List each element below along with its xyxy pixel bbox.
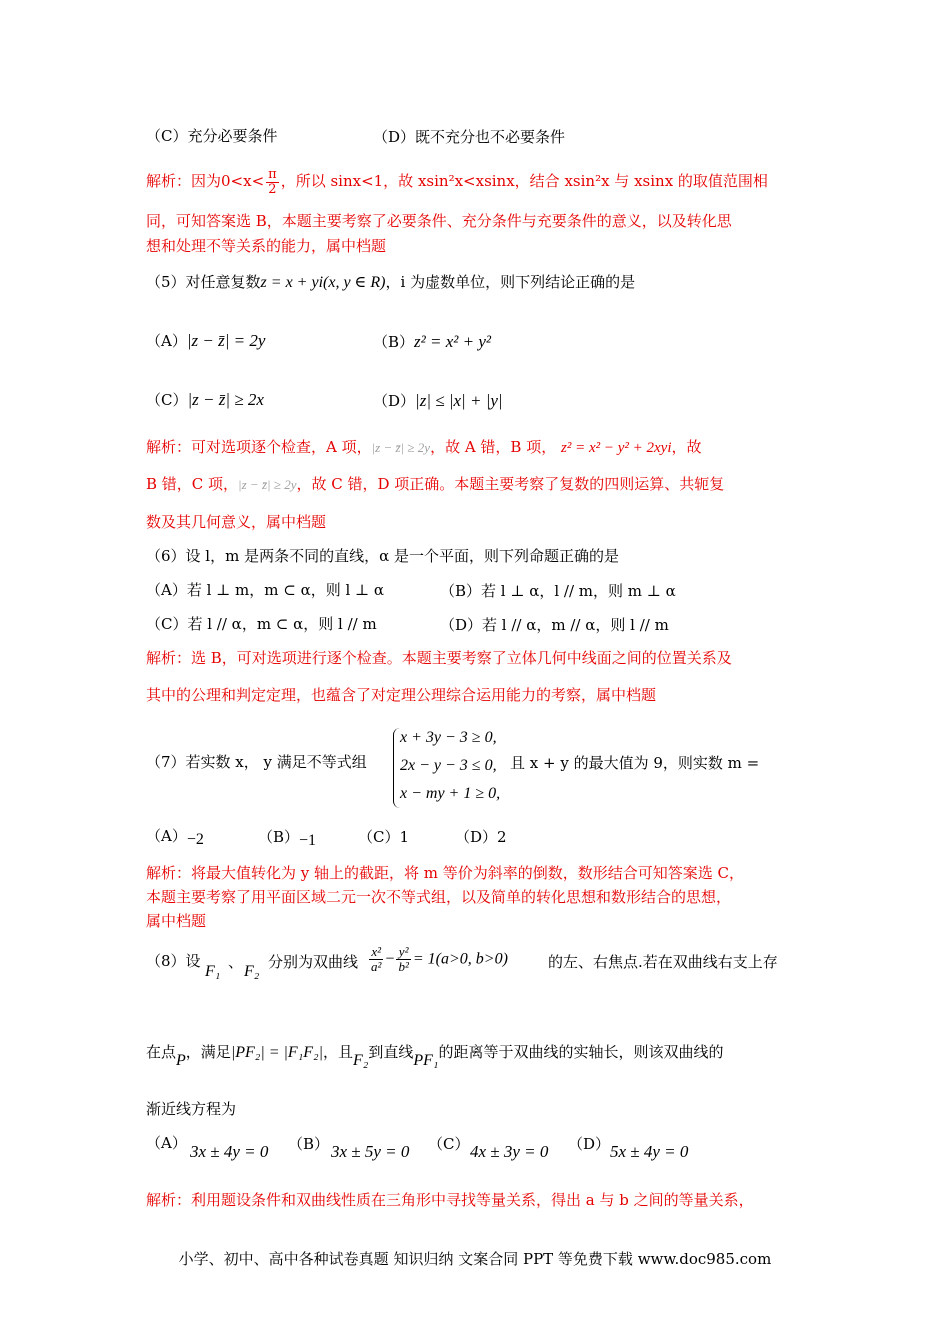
inline-formula-grey: |z − z̄| ≥ 2y — [371, 440, 431, 455]
q8-option-d-label: （D） — [568, 1135, 611, 1153]
q4-analysis-text-a: 解析：因为0<x< — [146, 172, 265, 191]
q8-option-d: 5x ± 4y = 0 — [610, 1142, 689, 1161]
option-formula: z² = x² + y² — [414, 332, 491, 351]
fraction-numerator: x² — [369, 945, 383, 960]
minus-sign: − — [385, 950, 395, 968]
q6-option-c: （C）若 l // α，m ⊂ α，则 l // m — [146, 615, 377, 633]
q8-option-a: 3x ± 4y = 0 — [190, 1142, 269, 1161]
q7-option-d: （D）2 — [455, 828, 507, 846]
q6-analysis-line1: 解析：选 B，可对选项进行逐个检查。本题主要考察了立体几何中线面之间的位置关系及 — [146, 649, 732, 667]
point-p: P — [176, 1052, 186, 1069]
q4-analysis-text-b: ，所以 sinx<1，故 xsin²x<xsinx，结合 xsin²x 与 xsinx 的取值范围相 — [280, 172, 768, 191]
q5-analysis-text-c: ，故 — [671, 438, 702, 456]
q8-option-a-label: （A） — [146, 1134, 187, 1152]
q4-analysis-line3: 想和处理不等关系的能力，属中档题 — [146, 237, 387, 255]
fraction-numerator: π — [268, 167, 277, 182]
inline-formula-red: z² = x² − y² + 2xyi — [561, 440, 672, 456]
hyperbola-equation — [367, 945, 508, 973]
q6-option-a: （A）若 l ⊥ m，m ⊂ α，则 l ⊥ α — [146, 581, 385, 599]
q6-analysis-line2: 其中的公理和判定定理，也蕴含了对定理公理综合运用能力的考察，属中档题 — [146, 686, 657, 704]
q5-analysis-line3: 数及其几何意义，属中档题 — [146, 513, 327, 531]
q5-stem — [146, 272, 635, 293]
option-label: （A） — [146, 827, 187, 845]
pi-over-2-fraction — [266, 168, 279, 196]
q8-line2 — [146, 1042, 724, 1069]
q8-text: ，满足 — [185, 1043, 231, 1061]
equation-rest: = 1(a>0, b>0) — [412, 950, 508, 968]
q4-analysis-line2: 同，可知答案选 B，本题主要考察了必要条件、充分条件与充要条件的意义，以及转化思 — [146, 212, 732, 230]
q7-option-b — [258, 826, 316, 847]
q7-analysis-line3: 属中档题 — [146, 912, 207, 930]
option-label: （D） — [373, 392, 416, 410]
q7-option-c: （C）1 — [358, 828, 410, 846]
q5-analysis-line1 — [146, 437, 702, 458]
q8-stem-c: 的左、右焦点.若在双曲线右支上存 — [548, 953, 778, 971]
option-formula: |z − z̄| ≥ 2x — [187, 390, 264, 409]
q5-analysis-text-e: ，故 C 错，D 项正确。本题主要考察了复数的四则运算、共轭复 — [296, 475, 725, 493]
option-value: −2 — [186, 831, 204, 848]
inline-formula-grey: |z − z̄| ≥ 2y — [238, 477, 297, 492]
q5-analysis-text-d: B 错，C 项， — [146, 475, 239, 493]
focus-f2: F₂ — [353, 1052, 369, 1069]
q7-stem-b: 且 x + y 的最大值为 9，则实数 m = — [510, 754, 760, 772]
distance-condition: |PF₂| = |F₁F₂| — [230, 1044, 323, 1061]
q6-stem: （6）设 l，m 是两条不同的直线，α 是一个平面，则下列命题正确的是 — [146, 547, 620, 565]
q8-separator: 、 — [228, 953, 244, 971]
option-label: （B） — [258, 828, 300, 846]
q5-analysis-line2 — [146, 474, 724, 495]
q8-text: 在点 — [146, 1043, 177, 1061]
q7-analysis-line2: 本题主要考察了用平面区域二元一次不等式组，以及简单的转化思想和数形结合的思想， — [146, 888, 732, 906]
q7-option-a — [146, 826, 204, 847]
q8-analysis-line1: 解析：利用题设条件和双曲线性质在三角形中寻找等量关系，得出 a 与 b 之间的等量关系， — [146, 1191, 754, 1209]
line-pf1: PF₁ — [413, 1052, 439, 1069]
option-formula: |z − z̄| = 2y — [186, 331, 266, 350]
q5-stem-formula: z = x + yi(x, y ∈ R) — [260, 274, 386, 291]
q8-text: 的距离等于双曲线的实轴长，则该双曲线的 — [438, 1043, 724, 1061]
q8-text: 到直线 — [368, 1043, 414, 1061]
q8-stem-b: 分别为双曲线 — [268, 953, 359, 971]
q5-option-b — [373, 331, 491, 352]
fraction-denominator: b² — [398, 958, 409, 974]
q5-analysis-text-b: ，故 A 错，B 项， — [430, 438, 557, 456]
fraction-denominator: 2 — [268, 181, 277, 197]
fraction-denominator: a² — [371, 958, 382, 974]
q7-stem-a: （7）若实数 x， y 满足不等式组 — [146, 753, 367, 771]
q4-analysis-line1 — [146, 168, 768, 196]
q4-option-d: （D）既不充分也不必要条件 — [373, 128, 566, 146]
option-value: −1 — [299, 832, 317, 849]
q6-option-d: （D）若 l // α，m // α，则 l // m — [440, 616, 669, 634]
fraction-numerator: y² — [396, 945, 410, 960]
q5-stem-text-a: （5）对任意复数 — [146, 273, 261, 291]
option-label: （B） — [373, 333, 415, 351]
q5-option-c — [146, 390, 264, 410]
q7-system-line2: 2x − y − 3 ≤ 0, — [400, 757, 497, 774]
q7-analysis-line1: 解析：将最大值转化为 y 轴上的截距，将 m 等价为斜率的倒数，数形结合可知答案选 C， — [146, 864, 745, 882]
page-footer: 小学、初中、高中各种试卷真题 知识归纳 文案合同 PPT 等免费下载 www.doc985.com — [178, 1250, 772, 1268]
q8-option-c-label: （C） — [428, 1135, 470, 1153]
q8-line3: 渐近线方程为 — [146, 1100, 237, 1118]
q8-text: ，且 — [322, 1043, 353, 1061]
q8-f1: F₁ — [205, 963, 221, 980]
q8-f2: F₂ — [244, 963, 260, 980]
q8-option-c: 4x ± 3y = 0 — [470, 1142, 549, 1161]
inequality-system-brace — [393, 728, 400, 808]
q8-stem-a: （8）设 — [146, 952, 201, 970]
q8-option-b: 3x ± 5y = 0 — [331, 1142, 410, 1161]
q5-option-a — [146, 331, 265, 351]
q5-stem-text-b: ，i 为虚数单位，则下列结论正确的是 — [385, 273, 636, 291]
q6-option-b: （B）若 l ⊥ α，l // m，则 m ⊥ α — [440, 582, 676, 600]
q5-option-d — [373, 390, 503, 411]
q7-system-line3: x − my + 1 ≥ 0, — [400, 785, 501, 802]
q8-option-b-label: （B） — [288, 1135, 330, 1153]
option-label: （C） — [146, 391, 188, 409]
q7-system-line1: x + 3y − 3 ≥ 0, — [400, 729, 497, 746]
y2-over-b2 — [396, 945, 410, 973]
option-label: （A） — [146, 332, 187, 350]
q4-option-c: （C）充分必要条件 — [146, 127, 278, 145]
x2-over-a2 — [369, 945, 383, 973]
q5-analysis-text-a: 解析：可对选项逐个检查，A 项， — [146, 438, 372, 456]
option-formula: |z| ≤ |x| + |y| — [415, 391, 503, 410]
